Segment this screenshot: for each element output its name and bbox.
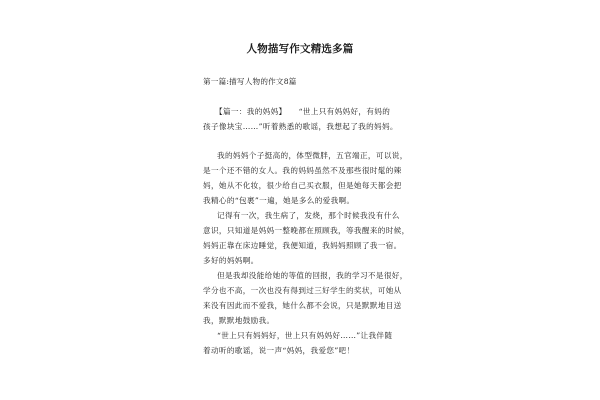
paragraph-line: 妈妈正靠在床边睡觉，我便知道，我妈妈照顾了我一宿。 xyxy=(203,241,402,250)
paragraph-line: 学分也不高，一次也没有得到过三好学生的奖状，可她从 xyxy=(203,286,402,295)
paragraph-line: “世上只有妈妈好，世上只有妈妈好……”让我伴随 xyxy=(217,331,393,340)
document-title: 人物描写作文精选多篇 xyxy=(246,43,354,55)
paragraph-line: 我的妈妈个子挺高的，体型微胖，五官端正，可以说， xyxy=(217,151,408,160)
paragraph-line: 妈，她从不化妆，很少给自己买衣服，但是她每天都会把 xyxy=(203,181,402,190)
paragraph-line: 多好的妈妈啊。 xyxy=(203,256,259,265)
paragraph-line: 记得有一次，我生病了，发烧，那个时候我没有什么 xyxy=(217,211,400,220)
section-heading: 第一篇:描写人物的作文8篇 xyxy=(203,77,297,86)
paragraph-line: 意识，只知道是妈妈一整晚都在照顾我，等我醒来的时候， xyxy=(203,226,410,235)
paragraph-line: 来没有因此而不爱我，她什么都不会说，只是默默地目送 xyxy=(203,301,402,310)
paragraph-line: 【篇一：我的妈妈】 “世上只有妈妈好，有妈的 xyxy=(215,107,391,116)
paragraph-line: 我，默默地鼓励我。 xyxy=(203,316,275,325)
paragraph-line: 孩子像块宝……”听着熟悉的歌谣，我想起了我的妈妈。 xyxy=(203,122,398,131)
paragraph-line: 着动听的歌谣，说一声“妈妈，我爱您”吧！ xyxy=(203,346,355,355)
paragraph-line: 是一个还不错的女人。我的妈妈虽然不及那些很时髦的辣 xyxy=(203,166,402,175)
paragraph-line: 但是我却没能给她的等值的回报，我的学习不是很好， xyxy=(217,271,408,280)
paragraph-line: 我精心的“包裹”一遍，她是多么的爱我啊。 xyxy=(203,196,355,205)
